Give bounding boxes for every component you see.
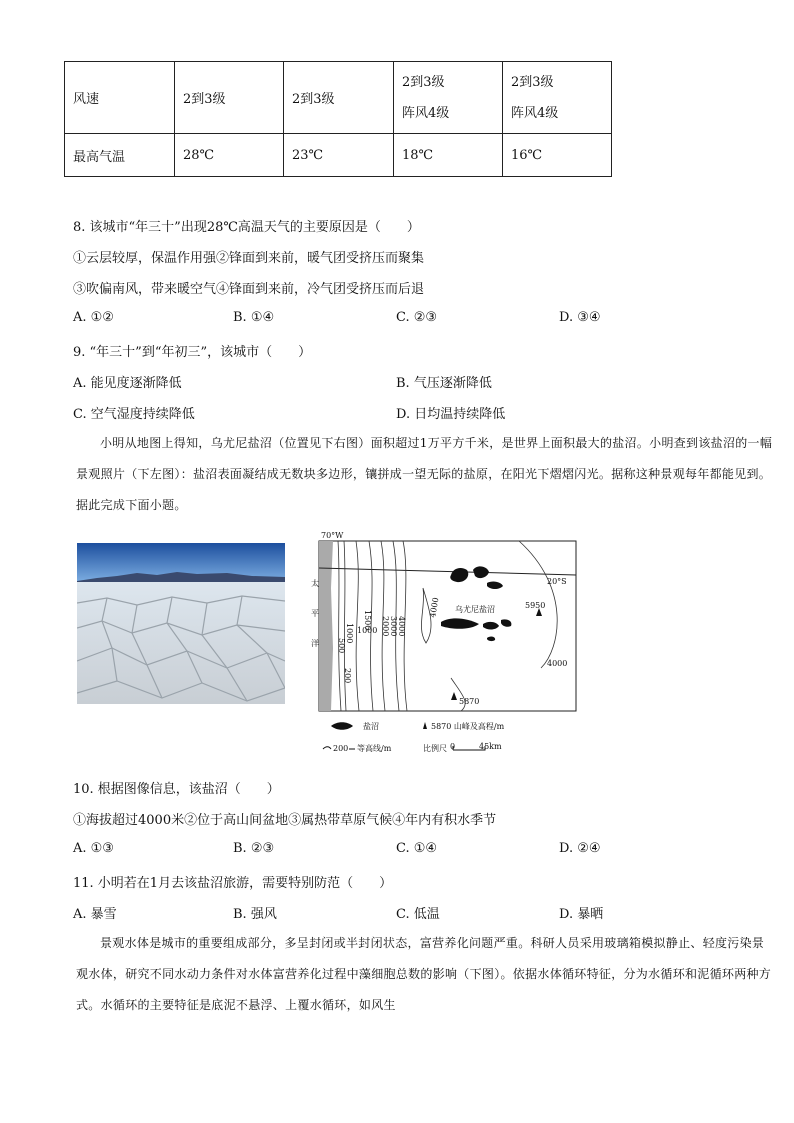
q11-option-d[interactable]: D. 暴晒 bbox=[559, 907, 604, 922]
q9-option-c[interactable]: C. 空气湿度持续降低 bbox=[73, 407, 195, 422]
q9-option-a[interactable]: A. 能见度逐渐降低 bbox=[73, 376, 182, 391]
q10-option-a[interactable]: A. ①③ bbox=[73, 841, 114, 856]
map-contour-label: 1000 bbox=[345, 623, 354, 644]
map-contour-label: 3000 bbox=[389, 616, 398, 637]
legend-scale-label: 比例尺 bbox=[423, 744, 447, 753]
legend-salt-label: 盐沼 bbox=[363, 722, 379, 731]
table-cell: 最高气温 bbox=[65, 134, 175, 177]
q9-stem: 9. “年三十”到“年初三”，该城市（ ） bbox=[73, 345, 312, 360]
legend-salt-swatch bbox=[331, 722, 353, 730]
map-contour-label: 1000 bbox=[357, 626, 378, 635]
q8-option-b[interactable]: B. ①④ bbox=[233, 310, 275, 325]
salt-flat-map bbox=[311, 528, 581, 758]
q10-option-b[interactable]: B. ②③ bbox=[233, 841, 275, 856]
passage-salt-flat: 小明从地图上得知，乌尤尼盐沼（位置见下右图）面积超过1万平方千米，是世界上面积最大的盐沼。小明查到该盐沼的一幅景观照片（下左图）：盐沼表面凝结成无数块多边形，镶拼成一望无际的盐原，在阳光下熠熠闪光。据称这种景观每年都能见到。据此完成下面小题。 bbox=[76, 436, 773, 512]
q8-line2: ③吹偏南风，带来暖空气④锋面到来前，冷气团受挤压而后退 bbox=[73, 282, 425, 297]
map-peak-elevation: 5950 bbox=[525, 601, 546, 610]
table-cell bbox=[503, 62, 612, 134]
map-peak-elevation: 5870 bbox=[459, 697, 480, 706]
map-contour-label: 200 bbox=[343, 668, 352, 684]
q10-stem: 10. 根据图像信息，该盐沼（ ） bbox=[73, 782, 280, 797]
q8-line1: ①云层较厚，保温作用强②锋面到来前，暖气团受挤压而聚集 bbox=[73, 251, 425, 266]
legend-contour-label: 等高线/m bbox=[357, 744, 392, 753]
legend-peak-icon bbox=[423, 722, 427, 729]
salt-flat-photo bbox=[77, 543, 285, 704]
map-contour-label: 1500 bbox=[363, 610, 372, 631]
map-contour-label: 4000 bbox=[397, 616, 406, 637]
map-contour-label: 4000 bbox=[428, 596, 441, 619]
map-ocean-label: 平 bbox=[311, 609, 319, 618]
table-row bbox=[65, 134, 612, 177]
legend-peak-label: 5870 山峰及高程/m bbox=[431, 722, 505, 731]
q9-option-b[interactable]: B. 气压逐渐降低 bbox=[396, 376, 492, 391]
cell-line: 2到3级 bbox=[402, 74, 445, 90]
q10-option-d[interactable]: D. ②④ bbox=[559, 841, 601, 856]
table-cell: 28℃ bbox=[175, 134, 284, 177]
legend-scale-distance: 45km bbox=[479, 742, 502, 751]
map-contour-label: 4000 bbox=[547, 659, 568, 668]
q8-option-a[interactable]: A. ①② bbox=[73, 310, 114, 325]
q10-option-c[interactable]: C. ①④ bbox=[396, 841, 438, 856]
q11-stem: 11. 小明若在1月去该盐沼旅游，需要特别防范（ ） bbox=[73, 876, 393, 891]
map-contour-label: 500 bbox=[337, 638, 346, 654]
q10-line1: ①海拔超过4000米②位于高山间盆地③属热带草原气候④年内有积水季节 bbox=[73, 813, 497, 828]
table-cell: 2到3级 bbox=[175, 62, 284, 134]
table-cell: 23℃ bbox=[284, 134, 394, 177]
q11-option-b[interactable]: B. 强风 bbox=[233, 907, 277, 922]
cell-line: 2到3级 bbox=[511, 74, 554, 90]
q8-stem: 8. 该城市“年三十”出现28℃高温天气的主要原因是（ ） bbox=[73, 220, 420, 235]
legend-contour-value: 200 bbox=[333, 744, 349, 753]
table-cell: 风速 bbox=[65, 62, 175, 134]
table-cell: 2到3级 bbox=[284, 62, 394, 134]
cell-line: 阵风4级 bbox=[402, 105, 450, 121]
map-ocean-label: 洋 bbox=[311, 639, 319, 648]
q8-option-d[interactable]: D. ③④ bbox=[559, 310, 601, 325]
map-longitude-label: 70°W bbox=[321, 531, 344, 540]
map-ocean-label: 太 bbox=[311, 579, 319, 588]
table-row bbox=[65, 62, 612, 134]
q11-option-a[interactable]: A. 暴雪 bbox=[73, 907, 117, 922]
q9-option-d[interactable]: D. 日均温持续降低 bbox=[396, 407, 506, 422]
q8-option-c[interactable]: C. ②③ bbox=[396, 310, 438, 325]
weather-table bbox=[64, 61, 612, 177]
map-latitude-label: 20°S bbox=[547, 577, 567, 586]
map-salt-name: 乌尤尼盐沼 bbox=[455, 605, 495, 614]
legend-scale-zero: 0 bbox=[450, 742, 456, 751]
table-cell: 16℃ bbox=[503, 134, 612, 177]
table-cell bbox=[394, 62, 503, 134]
passage-landscape-water: 景观水体是城市的重要组成部分，多呈封闭或半封闭状态，富营养化问题严重。科研人员采用玻璃箱模拟静止、轻度污染景观水体，研究不同水动力条件对水体富营养化过程中藻细胞总数的影响（下图）。依据水体循环特征，分为水循环和泥循环两种方式。水循环的主要特征是底泥不悬浮、上覆水循环，如风生 bbox=[76, 936, 772, 1012]
table-cell: 18℃ bbox=[394, 134, 503, 177]
map-contour-label: 2000 bbox=[381, 616, 390, 637]
q11-option-c[interactable]: C. 低温 bbox=[396, 907, 440, 922]
cell-line: 阵风4级 bbox=[511, 105, 559, 121]
